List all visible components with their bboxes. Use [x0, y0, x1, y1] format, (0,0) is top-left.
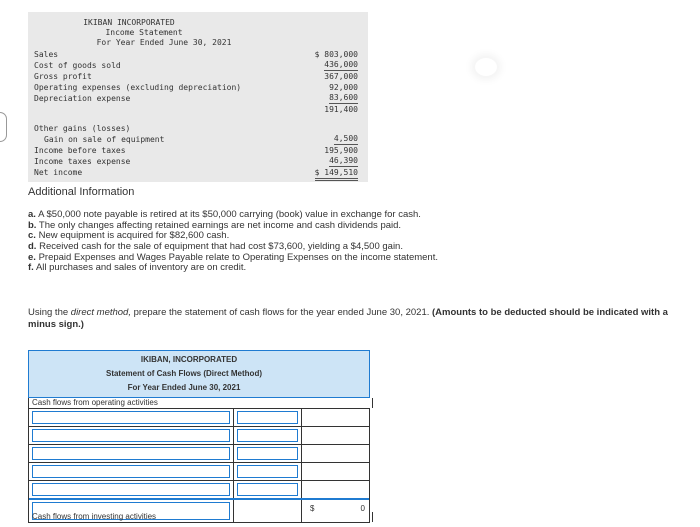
instructions — [28, 307, 678, 331]
cf-title: Statement of Cash Flows (Direct Method) — [105, 369, 262, 378]
cash-flow-header — [28, 350, 370, 398]
row-label: Gain on sale of equipment — [44, 135, 165, 144]
row-cogs — [34, 60, 362, 71]
income-statement-header — [28, 18, 300, 48]
item-marker: b. — [28, 219, 37, 231]
additional-info-title: Additional Information — [28, 186, 135, 198]
description-cell[interactable] — [29, 409, 234, 426]
description-cell[interactable] — [29, 463, 234, 480]
description-cell[interactable] — [29, 427, 234, 444]
row-label: Operating expenses (excluding depreciation) — [34, 83, 242, 92]
row-income-before-taxes — [34, 145, 362, 156]
row-value: 191,400 — [324, 105, 358, 114]
row-value: $ 149,510 — [315, 167, 358, 181]
row-label: Gross profit — [34, 72, 92, 81]
company-name: IKIBAN INCORPORATED — [83, 18, 175, 27]
table-row — [29, 481, 369, 500]
amount-cell[interactable] — [234, 427, 302, 444]
total-value: 0 — [360, 504, 365, 513]
total-currency: $ — [310, 504, 315, 513]
table-row — [29, 408, 369, 427]
description-input[interactable] — [32, 411, 230, 424]
row-label: Net income — [34, 168, 83, 177]
list-item — [28, 263, 668, 274]
row-value: 46,390 — [329, 156, 358, 165]
row-value: $ 803,000 — [314, 50, 358, 59]
row-value: 4,500 — [333, 134, 358, 143]
row-label: Income taxes expense — [34, 157, 131, 166]
additional-info-list — [28, 210, 668, 274]
row-value: 195,900 — [324, 146, 358, 155]
total-cell — [302, 481, 369, 498]
instructions-part1: Using the — [28, 307, 71, 318]
row-value: 92,000 — [329, 83, 358, 92]
row-label: Cost of goods sold — [34, 61, 121, 70]
operating-rows — [28, 408, 370, 523]
row-other-gains — [34, 123, 362, 134]
description-input[interactable] — [32, 483, 230, 496]
amount-cell[interactable] — [234, 445, 302, 462]
cf-company: IKIBAN, INCORPORATED — [140, 355, 238, 364]
item-marker: d. — [28, 241, 37, 253]
item-text: New equipment is acquired for $82,600 cash. — [38, 230, 230, 242]
statement-title: Income Statement — [105, 28, 183, 37]
item-text: Prepaid Expenses and Wages Payable relate to Operating Expenses on the income statement. — [38, 251, 438, 263]
description-input[interactable] — [32, 465, 230, 478]
cf-period: For Year Ended June 30, 2021 — [127, 383, 241, 392]
section-operating-label: Cash flows from operating activities — [28, 398, 373, 408]
glare-spot — [475, 58, 497, 76]
description-input[interactable] — [32, 447, 230, 460]
item-marker: f. — [28, 262, 34, 274]
cash-flow-table — [28, 350, 370, 527]
item-text: All purchases and sales of inventory are on credit. — [35, 262, 247, 274]
total-cell — [302, 463, 369, 480]
row-income-taxes — [34, 156, 362, 167]
section-investing-label: Cash flows from investing activities — [28, 512, 373, 522]
item-text: The only changes affecting retained earnings are net income and cash dividends paid. — [38, 219, 402, 231]
amount-input[interactable] — [237, 411, 298, 424]
total-cell — [302, 445, 369, 462]
total-cell — [302, 427, 369, 444]
row-label: Other gains (losses) — [34, 124, 131, 133]
item-marker: c. — [28, 230, 36, 242]
instructions-part2: prepare the statement of cash flows for the year ended June 30, 2021. — [130, 307, 433, 318]
row-operating-expenses — [34, 82, 362, 93]
row-operating-income — [34, 104, 362, 115]
item-marker: a. — [28, 209, 36, 220]
table-row — [29, 463, 369, 481]
description-cell[interactable] — [29, 481, 234, 498]
item-text: Received cash for the sale of equipment that had cost $73,600, yielding a $4,500 gain. — [39, 241, 403, 253]
amount-input[interactable] — [237, 447, 298, 460]
row-gain-on-sale — [34, 134, 362, 145]
amount-cell[interactable] — [234, 463, 302, 480]
row-value: 436,000 — [324, 60, 358, 69]
total-cell — [302, 409, 369, 426]
amount-cell[interactable] — [234, 481, 302, 498]
row-label: Depreciation expense — [34, 94, 131, 103]
row-value: 367,000 — [324, 72, 358, 81]
item-marker: e. — [28, 251, 36, 263]
row-label: Income before taxes — [34, 146, 126, 155]
item-text: A $50,000 note payable is retired at its $50,000 carrying (book) value in exchange for cash. — [38, 209, 421, 220]
amount-cell[interactable] — [234, 409, 302, 426]
left-edge-mark — [0, 112, 7, 142]
row-sales — [34, 49, 362, 60]
row-net-income — [34, 167, 362, 178]
row-value: 83,600 — [329, 93, 358, 102]
statement-period: For Year Ended June 30, 2021 — [96, 38, 232, 47]
description-input[interactable] — [32, 429, 230, 442]
amount-input[interactable] — [237, 483, 298, 496]
table-row — [29, 427, 369, 445]
income-statement — [28, 12, 368, 182]
amount-input[interactable] — [237, 465, 298, 478]
row-depreciation — [34, 93, 362, 104]
row-label: Sales — [34, 50, 59, 59]
table-row — [29, 445, 369, 463]
instructions-bold: (Amounts to be deducted should be indicated with a minus sign.) — [28, 307, 668, 330]
description-cell[interactable] — [29, 445, 234, 462]
row-gross-profit — [34, 71, 362, 82]
amount-input[interactable] — [237, 429, 298, 442]
income-statement-rows — [34, 49, 362, 178]
instructions-italic: direct method, — [70, 307, 131, 318]
